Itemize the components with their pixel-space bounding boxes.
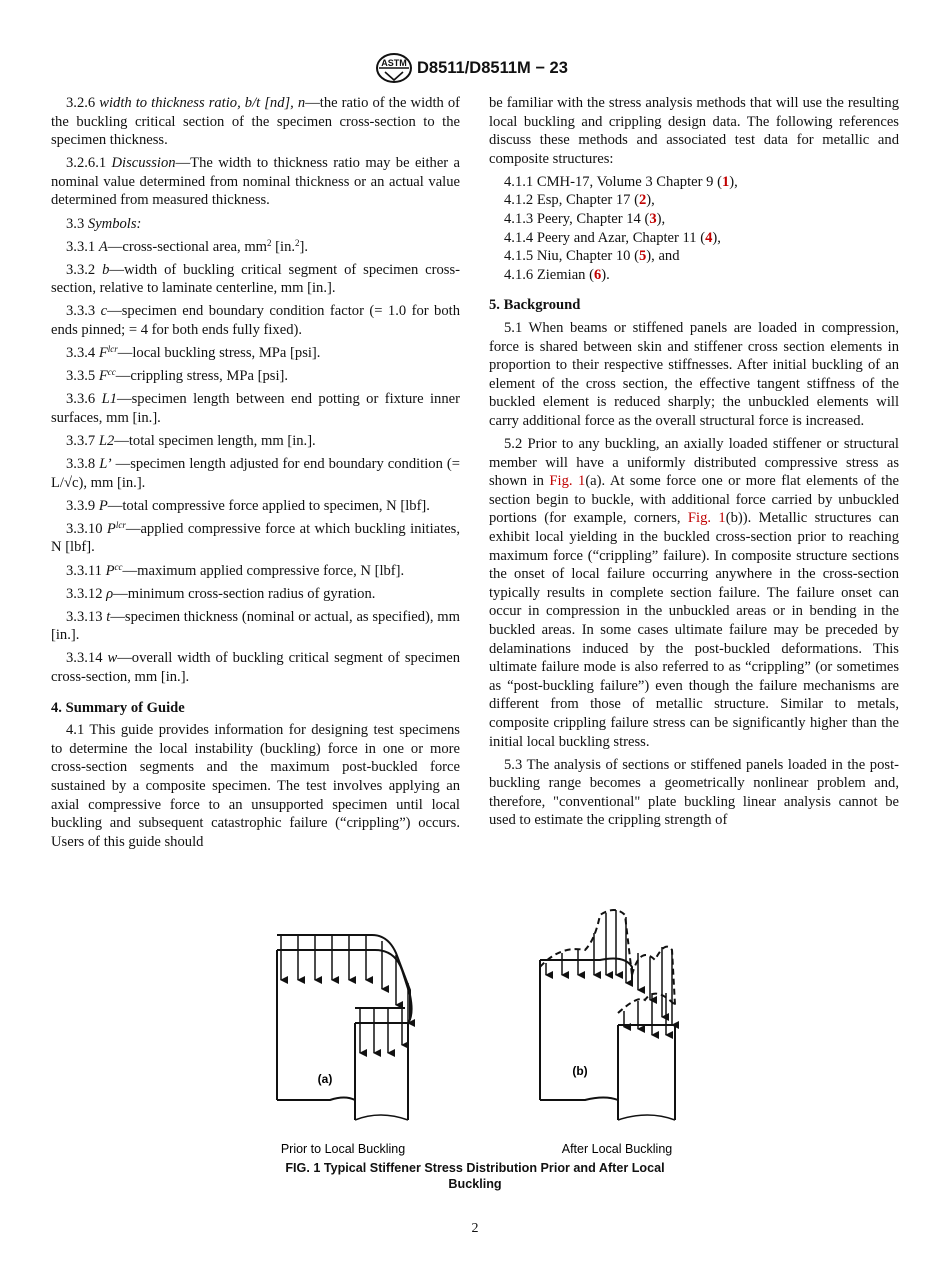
reference-item: 4.1.4 Peery and Azar, Chapter 11 (4), <box>504 229 721 246</box>
reference-link[interactable]: 4 <box>705 229 713 246</box>
section-3-3-9: 3.3.9 P—total compressive force applied to specimen, N [lbf]. <box>66 497 430 514</box>
section-3-3-10: 3.3.10 $P^{lcr}—applied$ compressive force at which buckling initiates, N [lbf]. <box>51 519 460 556</box>
dashed-stress-b <box>540 910 675 1013</box>
reference-link[interactable]: 3 <box>649 211 657 228</box>
reference-link[interactable]: 1 <box>721 173 730 190</box>
section-3-3-7: 3.3.7 L2—total specimen length, mm [in.]. <box>66 433 316 449</box>
reference-item: 4.1.2 Esp, Chapter 17 (2), <box>504 192 655 209</box>
stress-arrows-b <box>546 910 672 1035</box>
section-3-3-3: 3.3.3 c—specimen end boundary condition factor (= 1.0 for both ends pinned; = 4 for both ends fully fixed). <box>51 303 461 339</box>
figure-caption: FIG. 1 Typical Stiffener Stress Distribution Prior and After Local Buckling <box>285 1161 665 1191</box>
astm-logo-icon <box>375 52 413 84</box>
page-number: 2 <box>471 1221 479 1236</box>
section-3-3-12: 3.3.12 ρ—minimum cross-section radius of gyration. <box>66 585 376 602</box>
page-header <box>0 52 950 86</box>
section-3-3-6: 3.3.6 L1—specimen length between end potting or fixture inner surfaces, mm [in.]. <box>51 391 460 426</box>
section-4-1: 4.1 This guide provides information for designing test specimens to determine the local instability (buckling) force in one or more cross-section segments and the maximum post-buckled force sustained by a composite specimen. The test involves applying an axial compressive force to an unsupported specimen until local buckling and subsequent catastrophic failure (“crippling”) occurs. Users of this guide should <box>51 722 460 850</box>
reference-item: 4.1.5 Niu, Chapter 10 (5), and <box>504 248 680 265</box>
section-5-3: 5.3 The analysis of sections or stiffened panels loaded in the post-buckling range becomes a geometrically nonlinear problem and, therefore, "conventional" plate buckling linear analysis cannot be used to estimate the crippling strength of <box>489 756 899 829</box>
left-column <box>51 94 460 856</box>
figure-1-link[interactable]: Fig. 1 <box>549 473 586 490</box>
section-5-2: 5.2 Prior to any buckling, an axially loaded stiffener or structural member will have a uniformly distributed compressive stress as shown in Fig. 1(a). At some force one or more flat elements of the section begin to buckle, with additional force carried by unbuckled portions (for example, corners, Fig. 1(b)). Metallic structures can exhibit local yielding in the buckled cross-section prior to reaching maximum force (“crippling” failure). In composite structure sections the onset of local failure occurring anywhere in the cross-section typically results in complete section failure. The failure onset can occur in compression in the unbuckled areas or in bending in the buckled areas. In some cases ultimate failure may be preceded by delaminations induced by the post-buckled deformations. This ultimate failure mode is also referred to as “crippling” (or sometimes as “post-buckling failure”) even though the failure mechanisms are different from those of metallic structure. Similar to metals, composite crippling failure stress can be significantly higher than the initial local buckling stress. <box>489 436 900 750</box>
reference-item: 4.1.3 Peery, Chapter 14 (3), <box>504 211 666 228</box>
section-3-3-5: 3.3.5 $F^{cc}—crippling$ stress, MPa [psi]. <box>66 367 289 385</box>
reference-link[interactable]: 5 <box>638 248 647 265</box>
section-3-3-14: 3.3.14 w—overall width of buckling critical segment of specimen cross-section, mm [in.]. <box>51 650 460 686</box>
section-3-3-2: 3.3.2 b—width of buckling critical segment of specimen cross-section, relative to laminate centerline, mm [in.]. <box>51 261 460 297</box>
section-5-heading: 5. Background <box>489 297 581 314</box>
caption-prior: Prior to Local Buckling <box>280 1142 406 1156</box>
section-3-3-8: 3.3.8 L’ —specimen length adjusted for end boundary condition (= L/√c), mm [in.]. <box>51 456 460 491</box>
reference-link[interactable]: 6 <box>593 266 602 283</box>
document-id: D8511/D8511M − 23 <box>417 59 568 77</box>
stress-distribution-diagram <box>0 905 950 1165</box>
section-3-2-6-1: 3.2.6.1 Discussion—The width to thickness ratio may be either a nominal value determined from nominal thickness or an actual value determined from measured thickness. <box>51 155 461 209</box>
section-3-3-4: 3.3.4 $F^{lcr}—local$ buckling stress, MPa [psi]. <box>66 344 321 362</box>
stiffener-b <box>540 959 675 1120</box>
reference-item: 4.1.6 Ziemian (6). <box>504 266 610 283</box>
reference-item: 4.1.1 CMH-17, Volume 3 Chapter 9 (1), <box>504 173 738 190</box>
label-a: (a) <box>317 1072 333 1086</box>
section-4-heading: 4. Summary of Guide <box>51 699 185 716</box>
reference-list <box>489 173 899 285</box>
figure-1 <box>0 905 950 1205</box>
section-3-2-6: 3.2.6 width to thickness ratio, b/t [nd], n—the ratio of the width of the buckling critical section of the specimen cross-section to the specimen thickness. <box>51 95 460 149</box>
section-3-3: 3.3 Symbols: <box>66 215 142 232</box>
svg-text:ASTM: ASTM <box>381 58 407 68</box>
right-column <box>489 94 899 835</box>
section-3-3-13: 3.3.13 t—specimen thickness (nominal or actual, as specified), mm [in.]. <box>51 608 460 644</box>
stiffener-a <box>277 935 412 1120</box>
section-4-1-continued: be familiar with the stress analysis methods that will use the resulting local buckling and crippling design data. The following references discuss these methods and associated test data for metallic and composite structures: <box>489 95 899 167</box>
section-5-1: 5.1 When beams or stiffened panels are loaded in compression, force is shared between skin and stiffener cross section elements in proportion to their respective stiffnesses. After initial buckling of an element of the cross section, the effective tangent stiffness of the buckled element is reduced sharply; the unbuckled elements will carry additional force as the overall structural force is increased. <box>489 320 899 429</box>
section-3-3-11: 3.3.11 $P^{cc}—maximum$ applied compressive force, N [lbf]. <box>66 561 405 579</box>
section-3-3-1: 3.3.1 A—cross-sectional area, $mm^2$ [in.$^2$]. <box>66 237 309 255</box>
label-b: (b) <box>572 1064 588 1078</box>
reference-link[interactable]: 2 <box>638 192 647 209</box>
caption-after: After Local Buckling <box>561 1142 673 1156</box>
figure-1-link[interactable]: Fig. 1 <box>687 510 726 527</box>
